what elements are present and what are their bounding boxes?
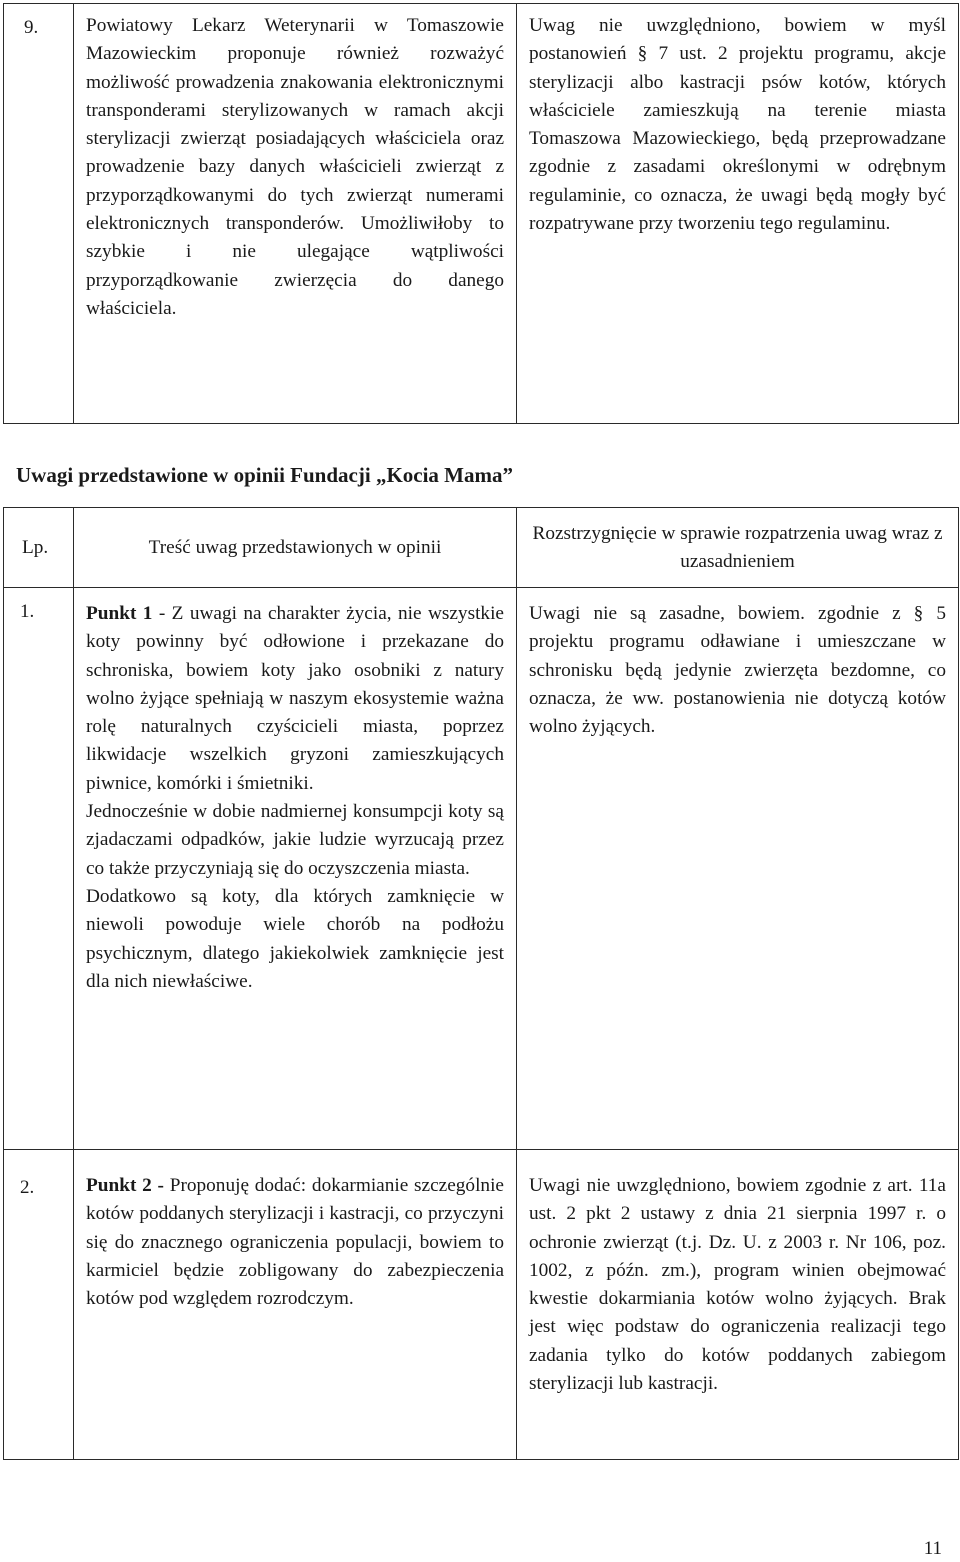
row-number: 1. [4,588,74,1150]
opinion-text: Powiatowy Lekarz Weterynarii w Tomaszowie Mazowieckim proponuje również rozważyć możliwość prowadzenia znakowania elektronicznymi transponderami sterylizowanych w ramach akcji sterylizacji zwierząt posiadających właściciela oraz prowadzenie bazy danych właścicieli zwierząt z przyporządkowanymi do tych zwierząt numerami elektronicznych transponderów. Umożliwiłoby to szybkie i nie ulegające wątpliwości przyporządkowanie zwierzęcia do danego właściciela. [74,4,517,424]
opinion-text: Proponuję dodać: dokarmianie szczególnie kotów poddanych sterylizacji i kastracji, co przyczyni się do znacznego ograniczenia populacji, bowiem to karmiciel będzie zobligowany do zabezpieczenia kotów pod względem rozrodczym. [86,1175,504,1310]
header-opinion: Treść uwag przedstawionych w opinii [74,508,517,588]
table-row [4,1150,959,1460]
resolution-text: Uwag nie uwzględniono, bowiem w myśl postanowień § 7 ust. 2 projektu programu, akcje sterylizacji albo kastracji psów kotów, których właściciele zamieszkują na terenie miasta Tomaszowa Mazowieckiego, będą przeprowadzane zgodnie z zasadami określonymi w odrębnym regulaminie, co oznacza, że uwagi będą mogły być rozpatrywane przy tworzeniu tego regulaminu. [517,4,959,424]
point-label: Punkt 1 [86,603,153,624]
point-label: Punkt 2 - [86,1175,164,1196]
table-row [4,588,959,1150]
header-lp: Lp. [4,508,74,588]
opinion-text: - Z uwagi na charakter życia, nie wszystkie koty powinny być odłowione i przekazane do schroniska, bowiem koty jako osobniki z natury wolno żyjące spełniają w naszym ekosystemie ważna rolę naturalnych czyścicieli miasta, poprzez likwidacje wszelkich gryzoni zamieszkujących piwnice, komórki i śmietniki. [86,603,504,794]
table-header-row [4,508,959,588]
page-number: 11 [923,1538,942,1559]
row-number: 2. [4,1150,74,1460]
opinions-table [3,507,959,1460]
resolution-text: Uwagi nie są zasadne, bowiem. zgodnie z § 5 projektu programu odławiane i umieszczane w schronisku będą jedynie zwierzęta bezdomne, co oznacza, że ww. postanowienia nie dotyczą kotów wolno żyjących. [517,588,959,1150]
opinion-paragraph: Jednocześnie w dobie nadmiernej konsumpcji koty są zjadaczami odpadków, jakie ludzie wyrzucają przez co także przyczyniają się do oczyszczenia miasta. [86,801,504,879]
header-resolution: Rozstrzygnięcie w sprawie rozpatrzenia uwag wraz z uzasadnieniem [517,508,959,588]
opinion-cell [74,588,517,1150]
opinion-paragraph: Dodatkowo są koty, dla których zamknięcie w niewoli powoduje wiele chorób na podłożu psychicznym, dlatego jakiekolwiek zamknięcie jest dla nich niewłaściwe. [86,885,504,992]
resolution-text: Uwagi nie uwzględniono, bowiem zgodnie z art. 11a ust. 2 pkt 2 ustawy z dnia 21 sierpnia 1997 r. o ochronie zwierząt (t.j. Dz. U. z 2003 r. Nr 106, poz. 1002, z późn. zm.), program winien obejmować kwestie dokarmiania kotów wolno żyjących. Brak jest więc podstaw do ograniczenia realizacji tego zadania tylko do kotów poddanych zabiegom sterylizacji lub kastracji. [517,1150,959,1460]
opinion-paragraph [86,600,504,798]
table-row [4,4,959,424]
previous-table [3,3,959,424]
row-number: 9. [4,4,74,424]
opinion-cell [74,1150,517,1460]
section-title: Uwagi przedstawione w opinii Fundacji „Kocia Mama” [16,463,513,487]
